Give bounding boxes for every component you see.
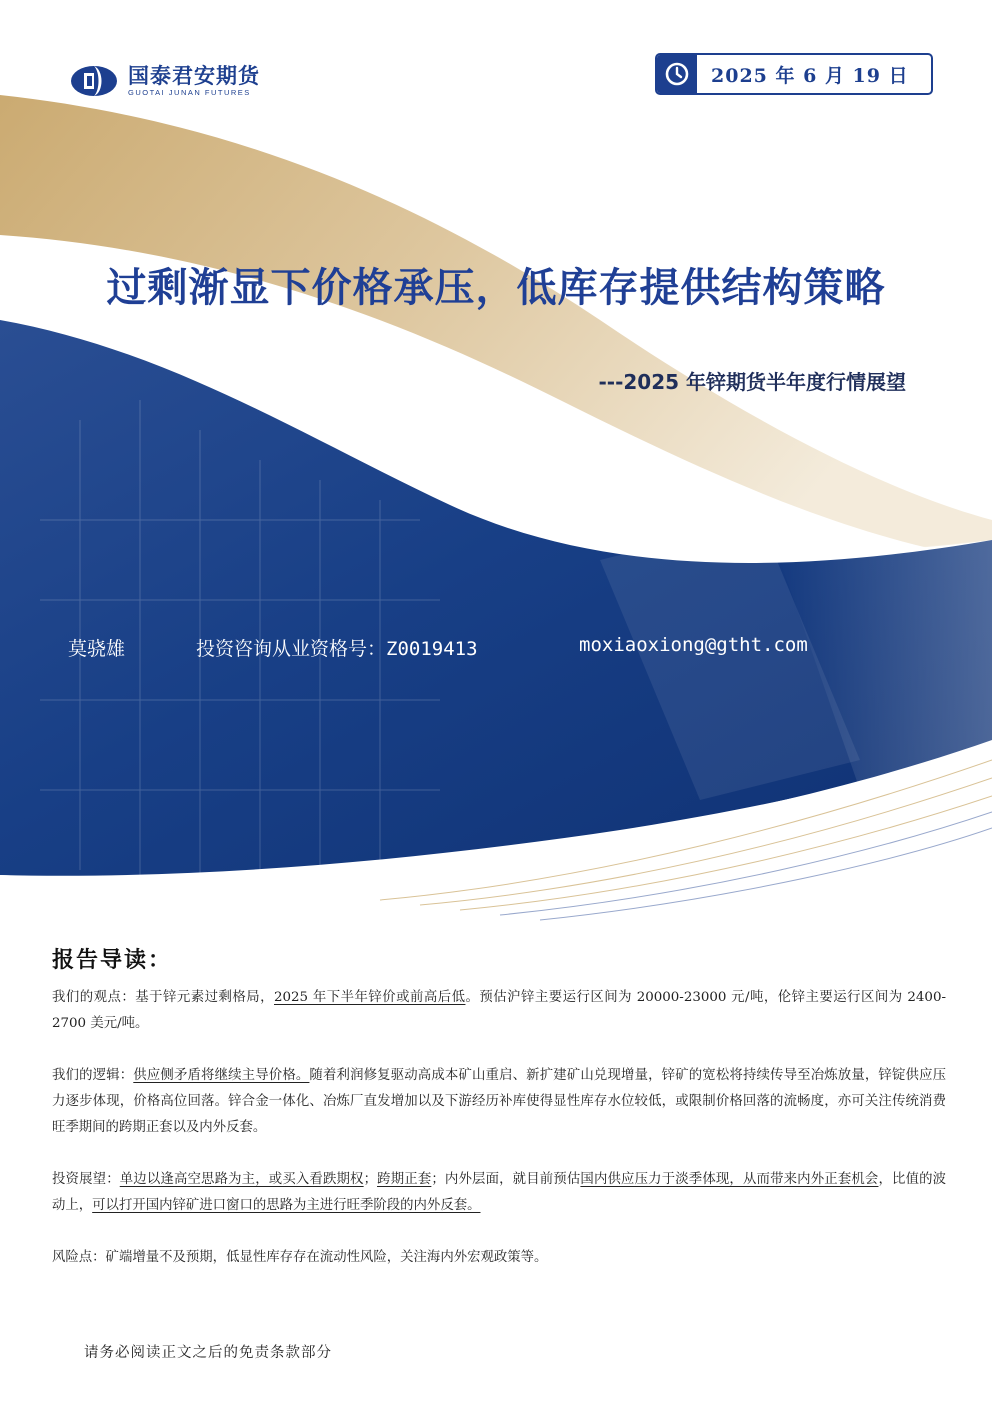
guide-paragraph-logic xyxy=(52,1063,946,1141)
outlook-highlight-2: 跨期正套 xyxy=(377,1172,432,1187)
logo-mark-icon xyxy=(70,64,118,98)
outlook-sep-1: ； xyxy=(363,1172,378,1187)
clock-icon xyxy=(664,61,690,87)
report-date: 2025 年 6 月 19 日 xyxy=(711,64,909,87)
report-subtitle: ---2025 年锌期货半年度行情展望 xyxy=(598,370,906,394)
logic-highlight: 供应侧矛盾将继续主导价格。 xyxy=(133,1068,310,1083)
view-highlight: 2025 年下半年锌价或前高后低 xyxy=(274,990,466,1005)
author-email[interactable]: moxiaoxiong@gtht.com xyxy=(579,634,808,656)
author-certificate: 投资咨询从业资格号：Z0019413 xyxy=(196,638,478,660)
outlook-sep-2: ；内外层面，就目前预估 xyxy=(431,1172,581,1187)
guide-heading: 报告导读： xyxy=(52,947,173,973)
outlook-highlight-4: 可以打开国内锌矿进口窗口的思路为主进行旺季阶段的内外反套。 xyxy=(92,1198,481,1213)
author-name: 莫骁雄 xyxy=(68,638,126,660)
guide-paragraph-outlook xyxy=(52,1167,946,1219)
report-date-box xyxy=(655,53,933,95)
outlook-highlight-3: 国内供应压力于淡季体现，从而带来内外正套机会 xyxy=(580,1172,879,1187)
report-title: 过剩渐显下价格承压，低库存提供结构策略 xyxy=(106,265,886,311)
guide-paragraph-risk: 风险点：矿端增量不及预期，低显性库存存在流动性风险，关注海内外宏观政策等。 xyxy=(52,1250,548,1265)
view-lead: 我们的观点：基于锌元素过剩格局， xyxy=(52,990,274,1005)
outlook-highlight-1: 单边以逢高空思路为主，或买入看跌期权 xyxy=(119,1172,364,1187)
logo-english-name: GUOTAI JUNAN FUTURES xyxy=(128,88,251,97)
view-rest: 。预估沪锌主要运行区间为 20000-23000 元/吨，伦锌主要运行区间为 2400-2700 美元/吨。 xyxy=(52,990,946,1031)
outlook-lead: 投资展望： xyxy=(52,1172,120,1187)
outlook-sep-3: ，比值的波动上， xyxy=(52,1172,947,1213)
disclaimer-note: 请务必阅读正文之后的免责条款部分 xyxy=(84,1345,332,1361)
logo-chinese-name: 国泰君安期货 xyxy=(128,64,260,88)
guide-paragraph-view xyxy=(52,985,946,1037)
company-logo xyxy=(70,64,260,98)
logic-lead: 我们的逻辑： xyxy=(52,1068,134,1083)
logic-rest: 随着利润修复驱动高成本矿山重启、新扩建矿山兑现增量，锌矿的宽松将持续传导至冶炼放量，锌锭供应压力逐步体现，价格高位回落。锌合金一体化、冶炼厂直发增加以及下游经历补库使得显性库存水位较低，或限制价格回落的流畅度，亦可关注传统消费旺季期间的跨期正套以及内外反套。 xyxy=(52,1068,947,1135)
